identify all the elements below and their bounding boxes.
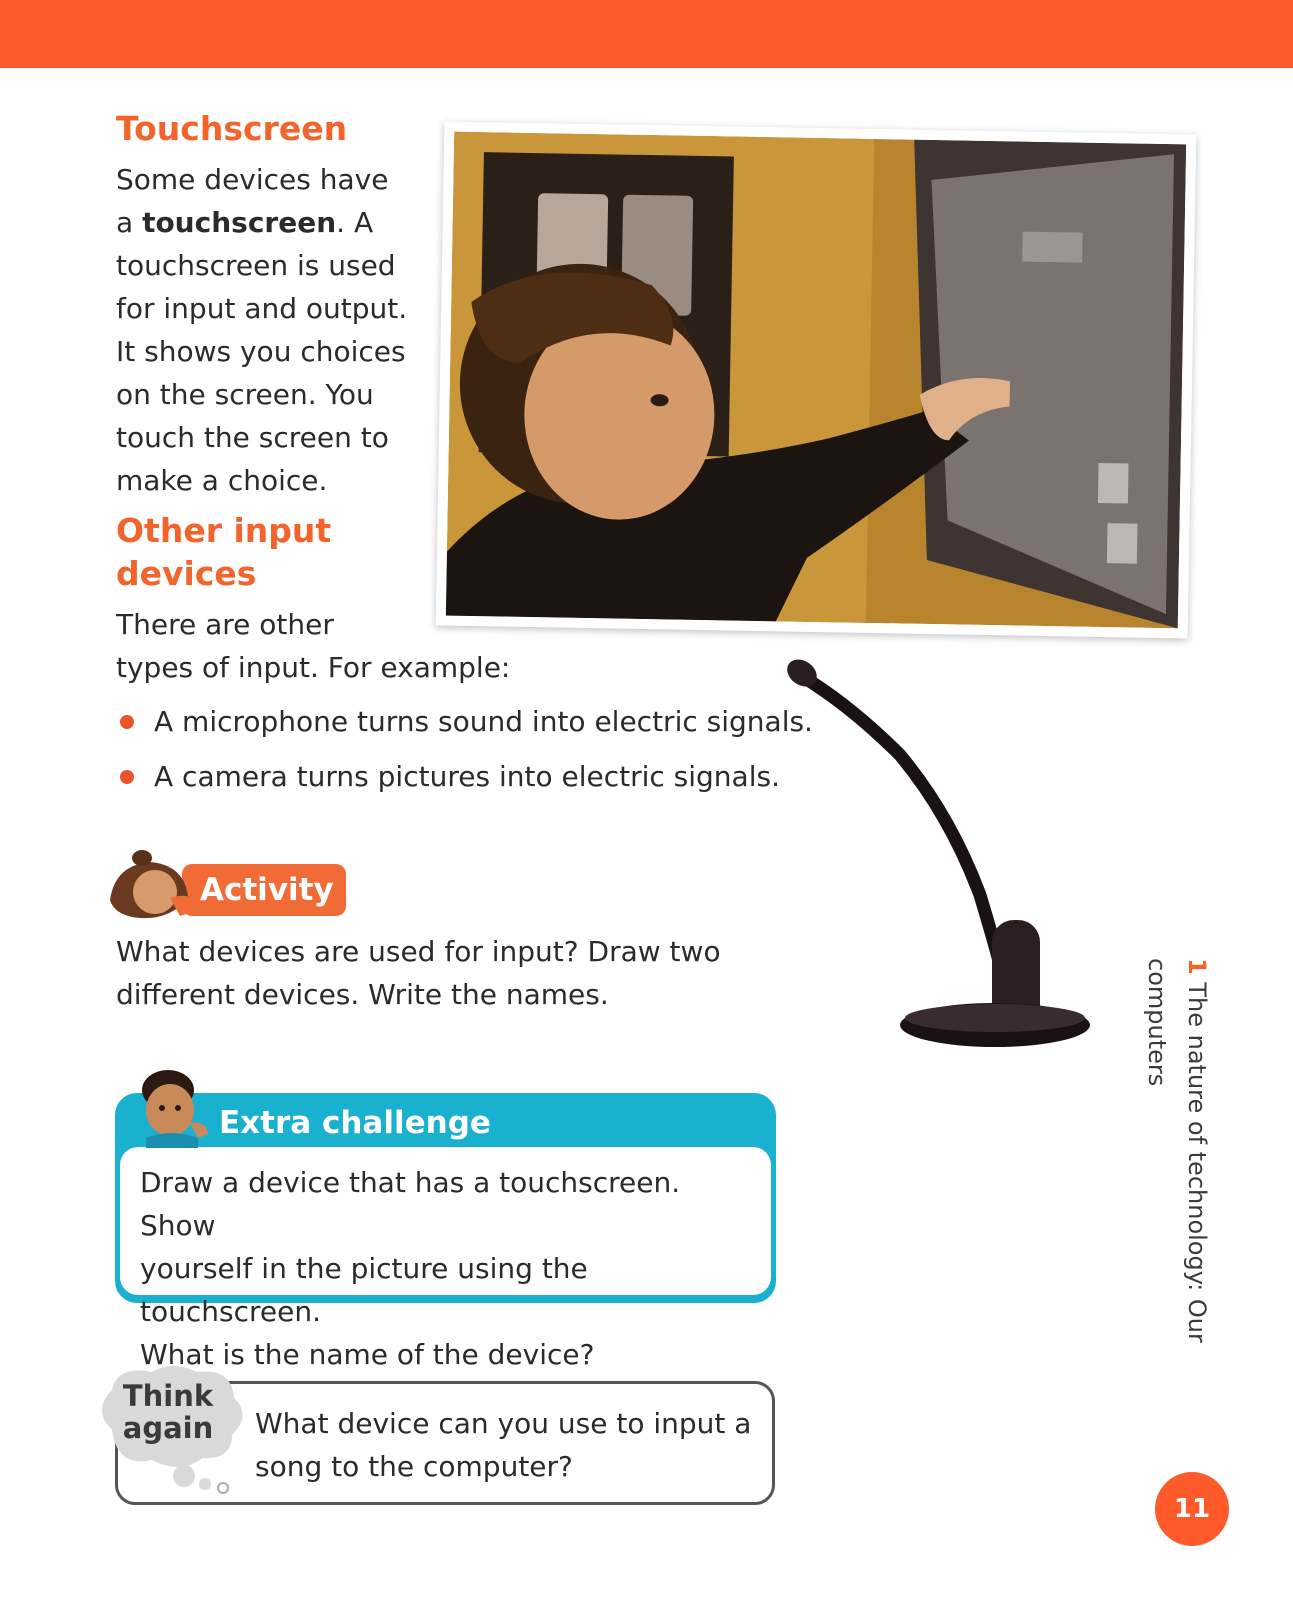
list-item: A camera turns pictures into electric signals.	[116, 757, 780, 797]
other-input-intro-line1: There are other	[116, 608, 334, 641]
microphone-illustration	[780, 645, 1110, 1055]
chapter-side-label	[1143, 958, 1217, 1448]
think-again-text: What device can you use to input a song to the computer?	[255, 1407, 752, 1483]
other-input-heading-line2: devices	[116, 554, 257, 593]
think-again-label: Think again	[122, 1379, 214, 1445]
girl-avatar-icon	[100, 850, 200, 922]
boy-avatar-icon	[128, 1068, 218, 1148]
extra-challenge-text: Draw a device that has a touchscreen. Show yourself in the picture using the touchscreen. What is the name of the device?	[140, 1166, 681, 1371]
other-input-heading-line1: Other input	[116, 511, 332, 550]
activity-text-line1: What devices are used for input? Draw two	[116, 935, 721, 968]
child-touchscreen-illustration	[446, 132, 1186, 629]
other-input-intro-line2: types of input. For example:	[116, 651, 511, 684]
bullet-icon	[120, 715, 134, 729]
touchscreen-heading: Touchscreen	[116, 109, 348, 148]
activity-badge	[100, 850, 350, 922]
chapter-number: 1	[1183, 958, 1211, 975]
page-number: 11	[1155, 1472, 1229, 1546]
touchscreen-paragraph: Some devices have a touchscreen. A touchscreen is used for input and output. It shows you choices on the screen. You touch the screen to make a choice.	[116, 163, 408, 497]
bullet-icon	[120, 770, 134, 784]
extra-challenge-body	[120, 1147, 771, 1371]
touchscreen-photo	[436, 121, 1197, 638]
extra-challenge-title: Extra challenge	[219, 1105, 491, 1141]
activity-label: Activity	[182, 864, 346, 916]
touchscreen-term: touchscreen	[142, 206, 337, 239]
list-item: A microphone turns sound into electric signals.	[116, 702, 813, 742]
chapter-title: The nature of technology: Our computers	[1143, 958, 1211, 1343]
top-color-bar	[0, 0, 1293, 68]
activity-text-line2: different devices. Write the names.	[116, 978, 609, 1011]
